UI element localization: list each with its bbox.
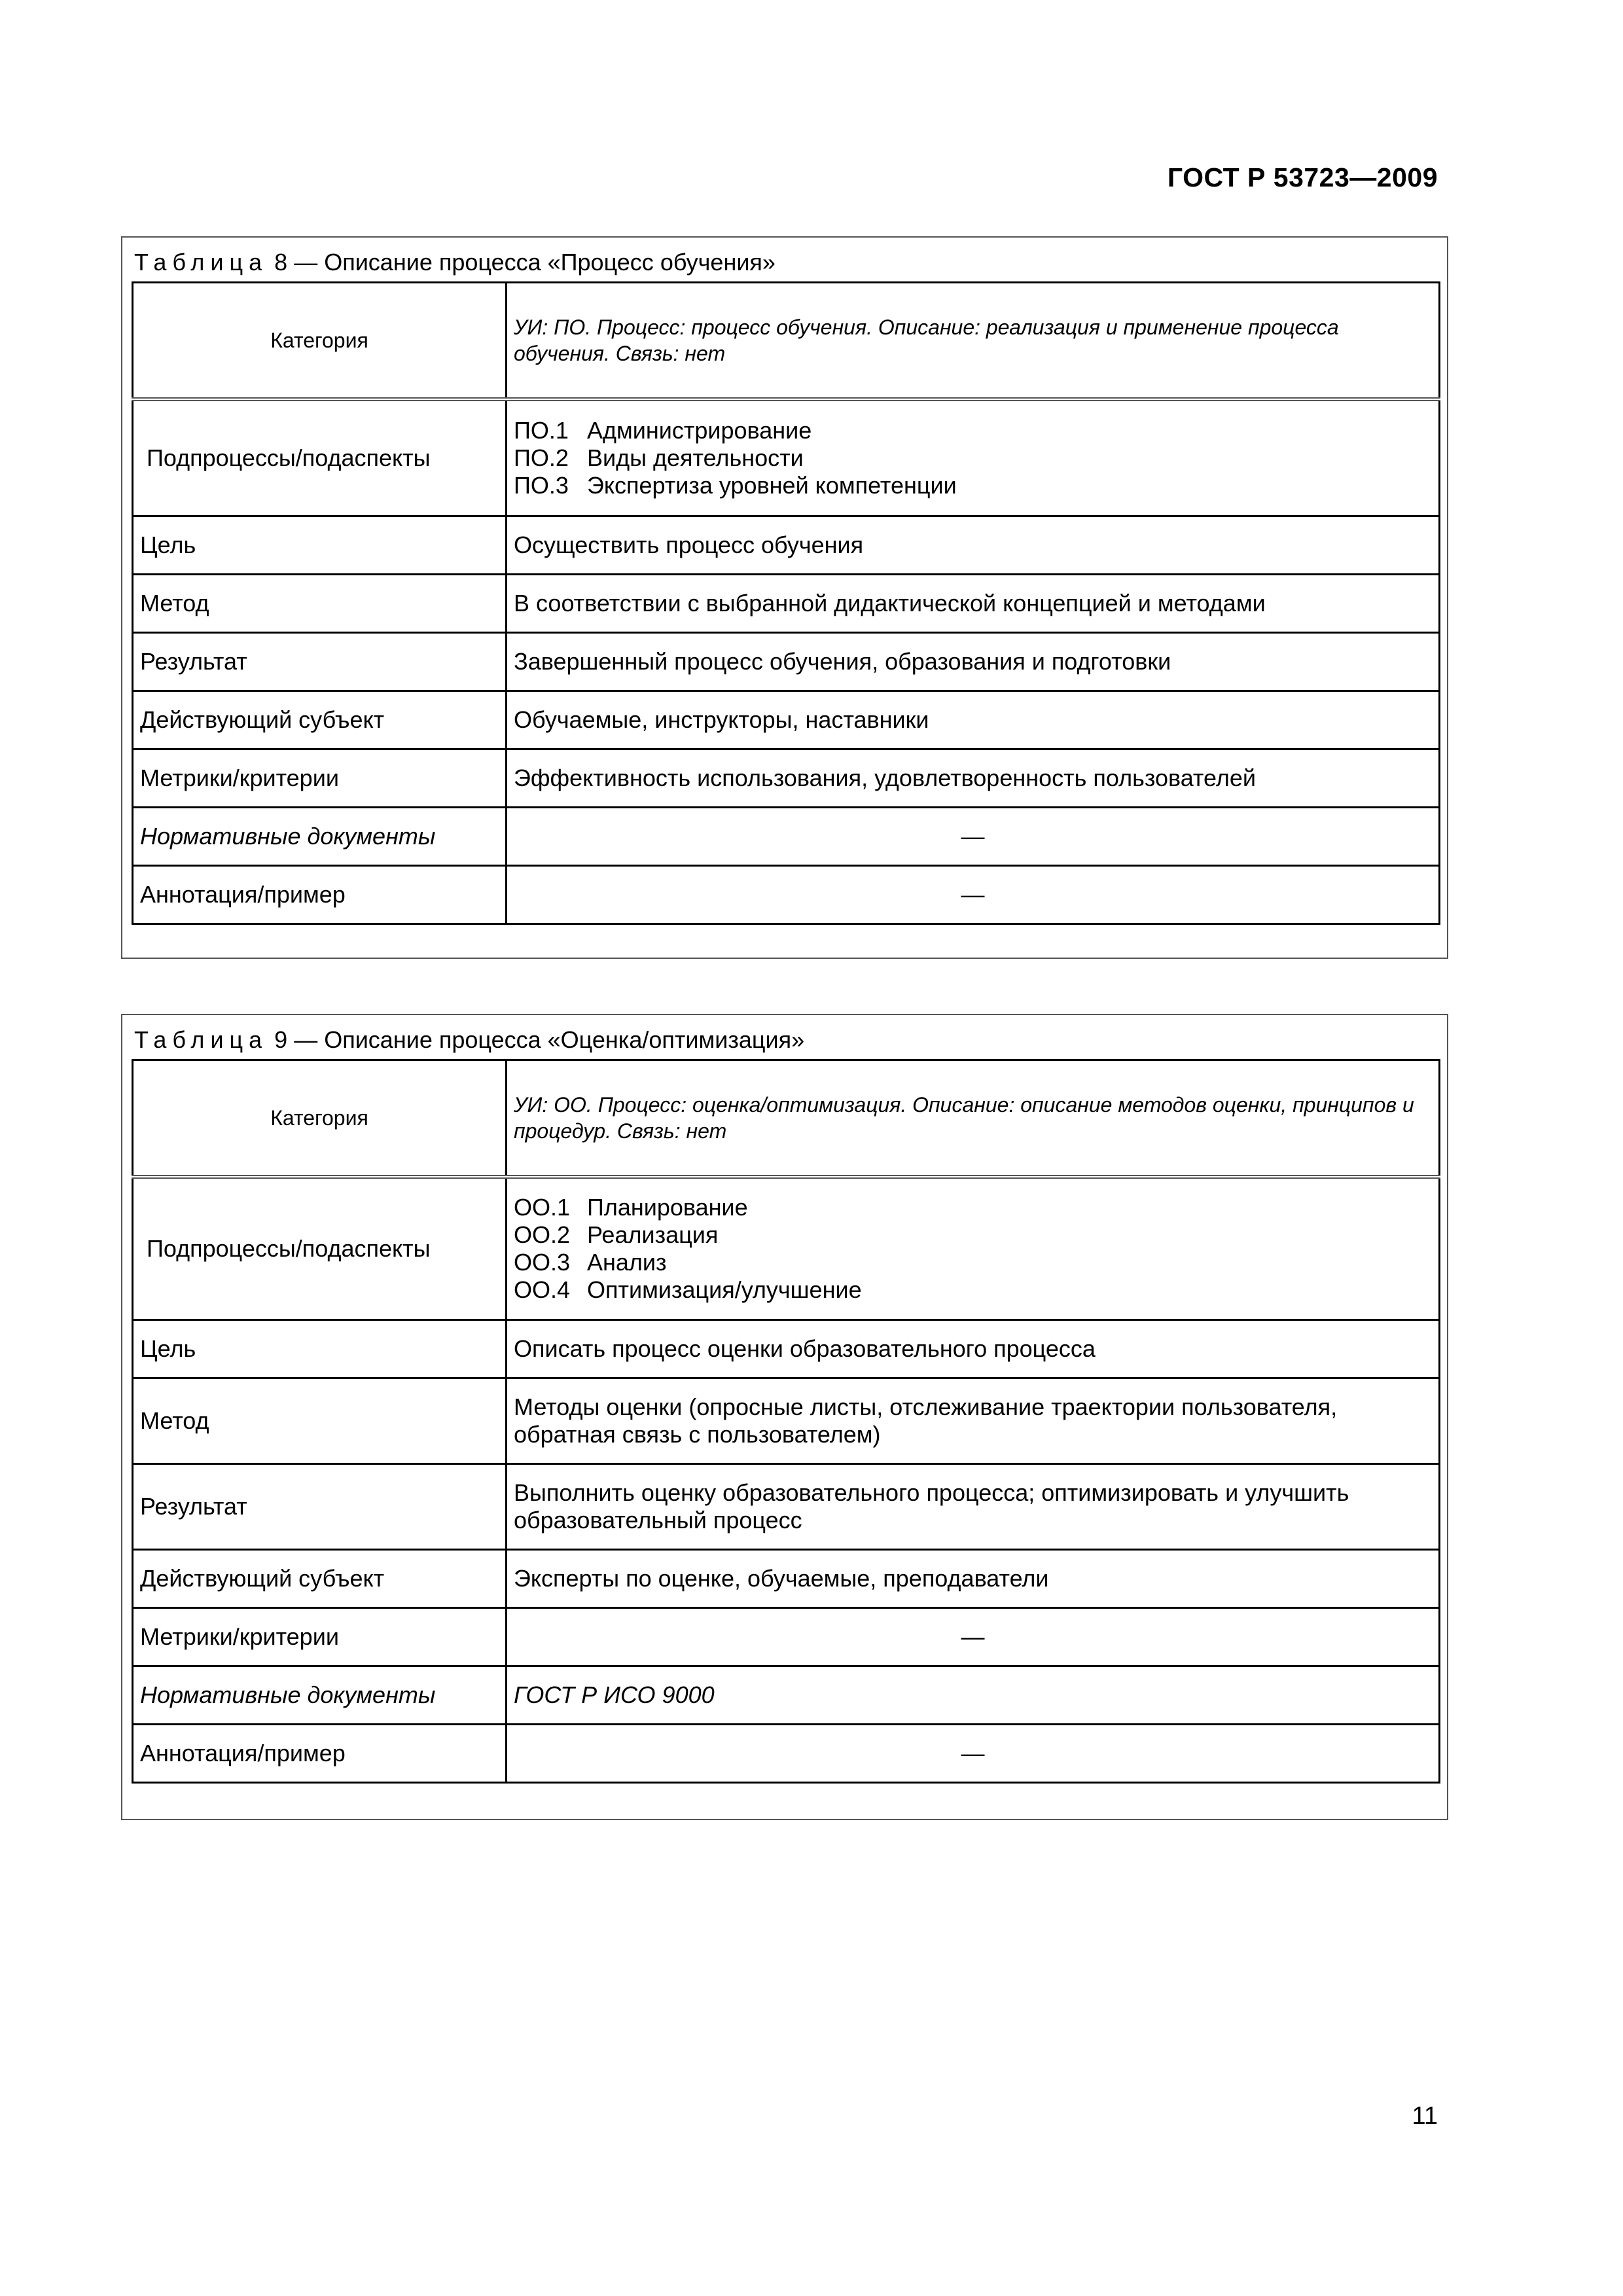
table-header-row [133,1060,1440,1177]
row-value: Осуществить процесс обучения [507,516,1440,575]
row-label: Подпроцессы/подаспекты [133,1177,507,1320]
table-row [133,1666,1440,1725]
row-label: Нормативные документы [133,808,507,866]
header-description: УИ: ПО. Процесс: процесс обучения. Описание: реализация и применение процесса обучения. Связь: нет [507,283,1440,400]
table-8-caption [132,248,1440,277]
list-item [514,1221,1432,1249]
row-value: Выполнить оценку образовательного процесса; оптимизировать и улучшить образовательный процесс [507,1464,1440,1550]
list-item [514,417,1432,444]
table-row [133,1378,1440,1464]
table-8-caption-word: Таблица [134,249,268,276]
table-9-caption-word: Таблица [134,1026,268,1053]
table-row [133,808,1440,866]
list-item [514,1276,1432,1304]
subprocess-name: Администрирование [587,417,812,444]
row-value: — [507,866,1440,924]
subprocess-code: ПО.1 [514,417,569,444]
subprocess-list [507,1177,1440,1320]
table-row [133,399,1440,516]
table-row [133,866,1440,924]
table-header-row [133,283,1440,400]
row-label: Цель [133,516,507,575]
subprocess-name: Планирование [587,1194,748,1221]
table-row [133,749,1440,808]
row-value: Методы оценки (опросные листы, отслеживание траектории пользователя, обратная связь с пользователем) [507,1378,1440,1464]
subprocess-name: Оптимизация/улучшение [587,1276,862,1303]
list-item [514,472,1432,499]
table-row [133,691,1440,749]
row-label: Метрики/критерии [133,749,507,808]
subprocess-name: Анализ [587,1249,667,1276]
list-item [514,1249,1432,1276]
row-label: Метрики/критерии [133,1608,507,1666]
table-9-frame [121,1014,1448,1820]
table-8 [132,281,1440,925]
standard-id: ГОСТ Р 53723—2009 [1167,162,1438,192]
table-9-caption [132,1026,1440,1054]
subprocess-code: ОО.2 [514,1221,571,1248]
row-label: Метод [133,1378,507,1464]
header-category: Категория [133,283,507,400]
subprocess-code: ПО.2 [514,444,569,471]
subprocess-name: Экспертиза уровней компетенции [587,472,957,499]
table-row [133,1177,1440,1320]
page-number: 11 [1412,2102,1438,2130]
table-8-caption-title: 8 — Описание процесса «Процесс обучения» [274,249,776,276]
table-9-caption-title: 9 — Описание процесса «Оценка/оптимизация» [274,1026,805,1053]
row-value: Обучаемые, инструкторы, наставники [507,691,1440,749]
table-row [133,1608,1440,1666]
row-value: ГОСТ Р ИСО 9000 [507,1666,1440,1725]
subprocess-code: ОО.3 [514,1249,571,1276]
row-label: Метод [133,575,507,633]
table-row [133,1320,1440,1378]
subprocess-list [507,399,1440,516]
row-value: — [507,808,1440,866]
table-8-frame [121,236,1448,959]
row-value: Эффективность использования, удовлетворенность пользователей [507,749,1440,808]
subprocess-name: Реализация [587,1221,719,1248]
table-row [133,633,1440,691]
row-label: Аннотация/пример [133,1725,507,1783]
row-value: В соответствии с выбранной дидактической концепцией и методами [507,575,1440,633]
row-label: Результат [133,633,507,691]
row-label: Цель [133,1320,507,1378]
table-row [133,516,1440,575]
table-row [133,1464,1440,1550]
subprocess-code: ПО.3 [514,472,569,499]
row-label: Действующий субъект [133,691,507,749]
header-description: УИ: ОО. Процесс: оценка/оптимизация. Описание: описание методов оценки, принципов и процедур. Связь: нет [507,1060,1440,1177]
subprocess-code: ОО.1 [514,1194,571,1221]
row-label: Подпроцессы/подаспекты [133,399,507,516]
table-row [133,575,1440,633]
subprocess-name: Виды деятельности [587,444,804,471]
row-value: Эксперты по оценке, обучаемые, преподаватели [507,1550,1440,1608]
subprocess-code: ОО.4 [514,1276,571,1303]
row-label: Результат [133,1464,507,1550]
list-item [514,444,1432,472]
row-label: Аннотация/пример [133,866,507,924]
table-9 [132,1059,1440,1784]
row-label: Действующий субъект [133,1550,507,1608]
row-label: Нормативные документы [133,1666,507,1725]
row-value: Завершенный процесс обучения, образования и подготовки [507,633,1440,691]
header-category: Категория [133,1060,507,1177]
row-value: Описать процесс оценки образовательного процесса [507,1320,1440,1378]
row-value: — [507,1608,1440,1666]
table-row [133,1550,1440,1608]
row-value: — [507,1725,1440,1783]
list-item [514,1194,1432,1221]
table-row [133,1725,1440,1783]
